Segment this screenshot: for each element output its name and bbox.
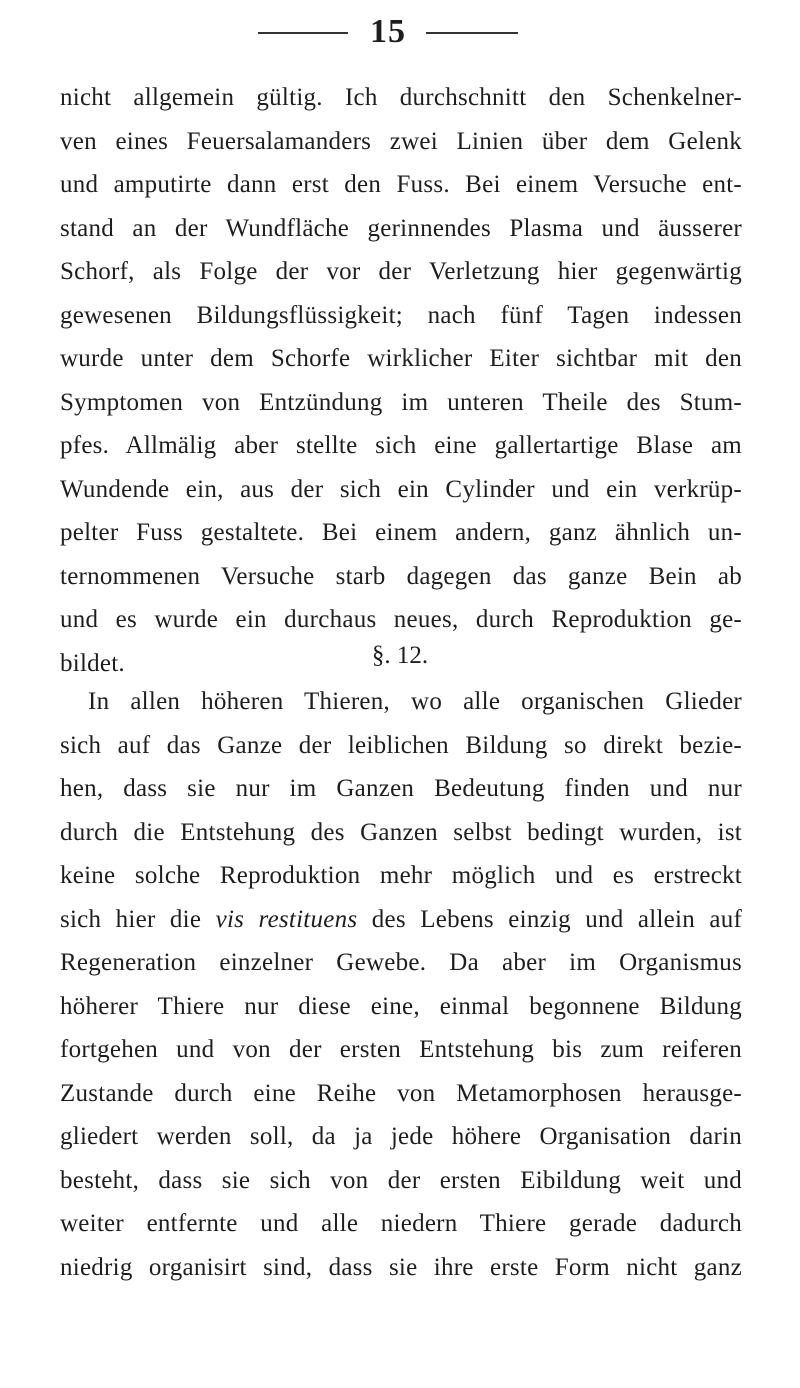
page-header <box>0 0 800 60</box>
text-line: gewesenen Bildungsflüssigkeit; nach fünf Tagen indessen <box>60 301 742 329</box>
text-line: und amputirte dann erst den Fuss. Bei einem Versuche ent- <box>60 171 742 198</box>
text-line: Regeneration einzelner Gewebe. Da aber im Organismus <box>60 949 742 976</box>
text-line: durch die Entstehung des Ganzen selbst bedingt wurden, ist <box>60 818 742 846</box>
text-line: nicht allgemein gültig. Ich durchschnitt den Schenkelner- <box>60 84 742 111</box>
text-line: keine solche Reproduktion mehr möglich und es erstreckt <box>60 862 742 889</box>
text-line-with-italic <box>60 898 742 942</box>
header-rule-right <box>426 32 518 34</box>
text-line: Zustande durch eine Reihe von Metamorphosen herausge- <box>60 1079 742 1107</box>
text-line: höherer Thiere nur diese eine, einmal begonnene Bildung <box>60 992 742 1020</box>
text-line: pelter Fuss gestaltete. Bei einem andern, ganz ähnlich un- <box>60 519 742 546</box>
text-line: wurde unter dem Schorfe wirklicher Eiter sichtbar mit den <box>60 345 742 372</box>
italic-term: vis restituens <box>215 905 358 933</box>
page-number: 15 <box>370 13 406 50</box>
text-line: gliedert werden soll, da ja jede höhere Organisation darin <box>60 1123 742 1150</box>
header-rule-left <box>258 32 348 34</box>
text-span: sich hier die <box>60 905 202 933</box>
text-line: sich auf das Ganze der leiblichen Bildung so direkt bezie- <box>60 731 742 759</box>
text-line: niedrig organisirt sind, dass sie ihre erste Form nicht ganz <box>60 1253 742 1281</box>
text-line: pfes. Allmälig aber stellte sich eine gallertartige Blase am <box>60 432 742 459</box>
text-line: und es wurde ein durchaus neues, durch Reproduktion ge- <box>60 606 742 633</box>
text-line: ven eines Feuersalamanders zwei Linien über dem Gelenk <box>60 127 742 155</box>
text-line: bildet. <box>60 649 125 677</box>
text-line: hen, dass sie nur im Ganzen Bedeutung finden und nur <box>60 775 742 802</box>
text-line: besteht, dass sie sich von der ersten Eibildung weit und <box>60 1166 742 1194</box>
text-line: In allen höheren Thieren, wo alle organischen Glieder <box>88 688 742 715</box>
text-line: fortgehen und von der ersten Entstehung bis zum reiferen <box>60 1036 742 1063</box>
text-line: Schorf, als Folge der vor der Verletzung hier gegenwärtig <box>60 258 742 285</box>
text-line: ternommenen Versuche starb dagegen das ganze Bein ab <box>60 562 742 590</box>
paragraph-1 <box>60 76 742 685</box>
text-line: Wundende ein, aus der sich ein Cylinder und ein verkrüp- <box>60 475 742 503</box>
text-span: des Lebens einzig und allein auf <box>371 905 743 933</box>
paragraph-2 <box>60 680 742 1289</box>
text-line: weiter entfernte und alle niedern Thiere gerade dadurch <box>60 1210 742 1237</box>
text-line: stand an der Wundfläche gerinnendes Plasma und äusserer <box>60 214 742 242</box>
text-line: Symptomen von Entzündung im unteren Theile des Stum- <box>60 388 742 416</box>
section-heading: §. 12. <box>371 642 429 669</box>
